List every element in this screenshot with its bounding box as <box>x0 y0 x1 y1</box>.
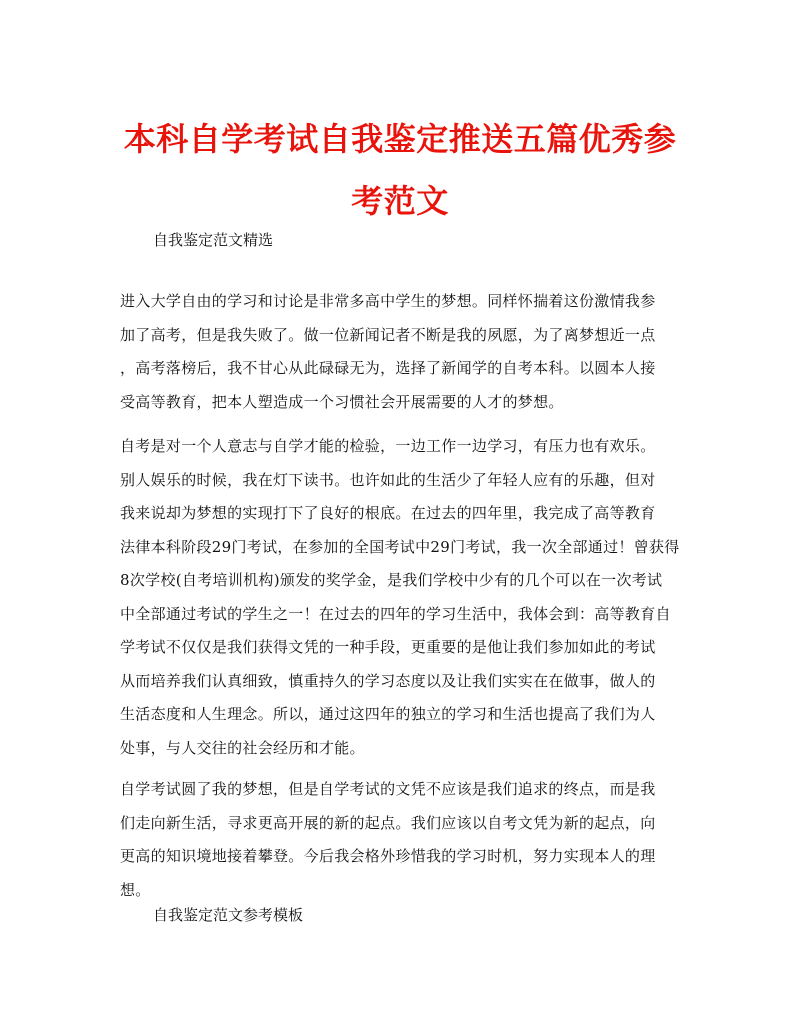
paragraph-line: 别人娱乐的时候，我在灯下读书。也许如此的生活少了年轻人应有的乐趣，但对 <box>120 470 656 489</box>
section-heading-reference-template: 自我鉴定范文参考模板 <box>153 906 304 924</box>
paragraph-line: 自考是对一个人意志与自学才能的检验，一边工作一边学习，有压力也有欢乐。 <box>120 437 656 455</box>
section-heading-selected-samples: 自我鉴定范文精选 <box>153 231 274 249</box>
paragraph-line: 生活态度和人生理念。所以，通过这四年的独立的学习和生活也提高了我们为人 <box>120 705 656 723</box>
paragraph-line: 8次学校(自考培训机构)颁发的奖学金，是我们学校中少有的几个可以在一次考试 <box>120 571 663 589</box>
paragraph-line: 更高的知识境地接着攀登。今后我会格外珍惜我的学习时机，努力实现本人的理 <box>120 847 656 865</box>
paragraph-line: 受高等教育，把本人塑造成一个习惯社会开展需要的人才的梦想。 <box>120 392 564 411</box>
paragraph-line: 想。 <box>120 880 151 899</box>
paragraph-line: 进入大学自由的学习和讨论是非常多高中学生的梦想。同样怀揣着这份激情我参 <box>120 292 656 310</box>
paragraph-line: 自学考试圆了我的梦想，但是自学考试的文凭不应该是我们追求的终点，而是我 <box>120 780 656 798</box>
paragraph-line: 加了高考，但是我失败了。做一位新闻记者不断是我的夙愿，为了离梦想近一点 <box>120 325 656 344</box>
document-title: 本科自学考试自我鉴定推送五篇优秀参考范文 <box>123 120 677 220</box>
paragraph-line: 处事，与人交往的社会经历和才能。 <box>120 738 365 757</box>
paragraph-line: 从而培养我们认真细致，慎重持久的学习态度以及让我们实实在在做事，做人的 <box>120 671 656 690</box>
paragraph-line: ，高考落榜后，我不甘心从此碌碌无为，选择了新闻学的自考本科。以圆本人接 <box>120 359 656 377</box>
paragraph-2 <box>120 430 680 765</box>
paragraph-1 <box>120 285 680 419</box>
paragraph-line: 学考试不仅仅是我们获得文凭的一种手段，更重要的是他让我们参加如此的考试 <box>120 638 656 656</box>
paragraph-line: 们走向新生活，寻求更高开展的新的起点。我们应该以自考文凭为新的起点，向 <box>120 813 656 832</box>
paragraph-line: 我来说却为梦想的实现打下了良好的根底。在过去的四年里，我完成了高等教育 <box>120 504 656 522</box>
paragraph-line: 中全部通过考试的学生之一！在过去的四年的学习生活中，我体会到：高等教育自 <box>120 604 671 623</box>
paragraph-line: 法律本科阶段29门考试，在参加的全国考试中29门考试，我一次全部通过！曾获得 <box>120 537 680 556</box>
paragraph-3 <box>120 773 680 907</box>
